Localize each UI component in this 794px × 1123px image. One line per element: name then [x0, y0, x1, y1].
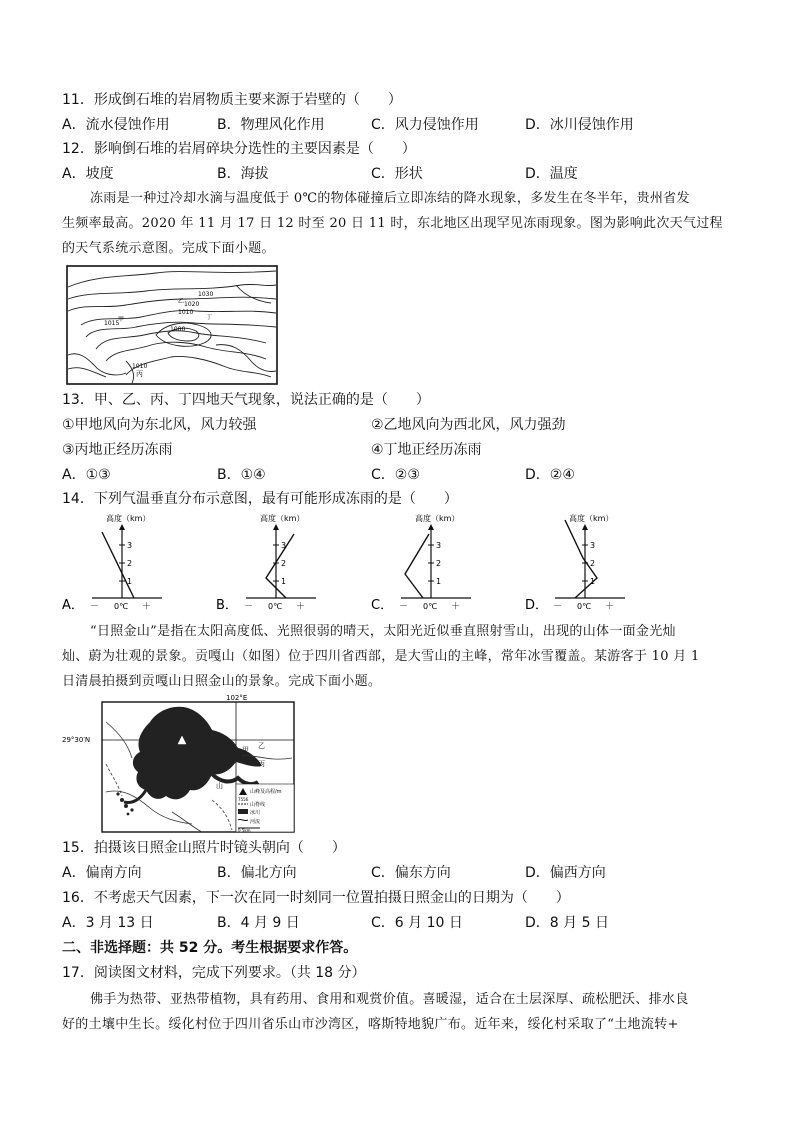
tick-3: 3: [590, 541, 596, 550]
lat-label: 29°30′N: [62, 736, 91, 744]
gongga-map-figure: [62, 692, 296, 834]
q14-diagram-d: [525, 510, 635, 614]
q14-diagram-c: [371, 510, 481, 614]
q11-option-a: A．流水侵蚀作用: [62, 117, 170, 133]
place-bing: 丙: [136, 370, 143, 378]
plus-sign: ＋: [451, 602, 461, 612]
place-yi: 乙: [258, 742, 265, 750]
axis-title: 高度（km）: [569, 514, 614, 523]
isobar-label-1000: 1000: [170, 326, 186, 333]
plus-sign: ＋: [142, 602, 152, 612]
q13-statement-1: ①甲地风向为东北风，风力较强: [62, 417, 257, 433]
passage1-line2: 生频率最高。2020 年 11 月 17 日 12 时至 20 日 11 时，东北地区出现罕见冻雨现象。图为影响此次天气过程: [62, 216, 723, 231]
place-shan: 山: [216, 782, 223, 790]
q12-option-a: A．坡度: [62, 166, 114, 182]
q15-option-b: B．偏北方向: [217, 865, 297, 881]
q12-stem: 12．影响倒石堆的岩屑碎块分选性的主要因素是（ ）: [62, 141, 416, 157]
place-jia: 甲: [118, 316, 125, 323]
legend-peak: 山峰及高程/m: [250, 789, 282, 795]
axis-title: 高度（km）: [106, 514, 151, 523]
place-bing: 丙: [258, 760, 265, 768]
legend-glacier: 冰川: [250, 810, 261, 816]
tick-1: 1: [281, 577, 287, 586]
q13-stem: 13．甲、乙、丙、丁四地天气现象，说法正确的是（ ）: [62, 392, 430, 408]
passage2-line1: “日照金山”是指在太阳高度低、光照很弱的晴天，太阳光近似垂直照射雪山，出现的山体一面金光灿: [90, 624, 676, 639]
tick-3: 3: [436, 541, 442, 550]
q16-option-d: D．8 月 5 日: [525, 915, 609, 931]
tick-2: 2: [127, 559, 133, 568]
q13-statement-4: ④丁地正经历冻雨: [371, 442, 482, 458]
passage1-line3: 的天气系统示意图。完成下面小题。: [62, 241, 275, 256]
q13-option-d: D．②④: [525, 467, 575, 483]
scale-label: 0 5km: [238, 828, 251, 833]
zero-label: 0℃: [577, 602, 592, 611]
q14-diagram-b: [216, 510, 326, 614]
place-jia: 甲: [242, 746, 249, 754]
option-letter: C．: [371, 598, 394, 613]
passage1-line1: 冻雨是一种过冷却水滴与温度低于 0℃的物体碰撞后立即冻结的降水现象，多发生在冬半年，贵州省发: [90, 191, 690, 206]
tick-1: 1: [590, 577, 596, 586]
option-letter: A．: [62, 598, 84, 613]
place-yi: 乙: [178, 298, 185, 305]
q12-option-c: C．形状: [371, 166, 423, 182]
tick-2: 2: [436, 559, 442, 568]
q15-option-a: A．偏南方向: [62, 865, 142, 881]
zero-label: 0℃: [268, 602, 283, 611]
q12-option-b: B．海拔: [217, 166, 269, 182]
q17-passage-line1: 佛手为热带、亚热带植物，具有药用、食用和观赏价值。喜暖湿，适合在土层深厚、疏松肥沃、排水良: [90, 992, 689, 1007]
place-ding: 丁: [206, 314, 213, 321]
isobar-map-figure: [66, 265, 278, 385]
passage2-line2: 灿、蔚为壮观的景象。贡嘎山（如图）位于四川省西部，是大雪山的主峰，常年冰雪覆盖。某游客于 10 月 1: [62, 649, 700, 664]
q15-option-d: D．偏西方向: [525, 865, 606, 881]
q13-option-c: C．②③: [371, 467, 420, 483]
minus-sign: －: [244, 602, 254, 612]
q11-stem: 11．形成倒石堆的岩屑物质主要来源于岩壁的（ ）: [62, 92, 402, 108]
q11-option-c: C．风力侵蚀作用: [371, 117, 479, 133]
q17-passage-line2: 好的土壤中生长。绥化村位于四川省乐山市沙湾区，喀斯特地貌广布。近年来，绥化村采取了“土地流转+: [62, 1017, 679, 1032]
tick-3: 3: [127, 541, 133, 550]
q11-option-d: D．冰川侵蚀作用: [525, 117, 634, 133]
isobar-label-1015: 1015: [104, 320, 120, 327]
tick-2: 2: [281, 559, 287, 568]
plus-sign: ＋: [296, 602, 306, 612]
axis-title: 高度（km）: [260, 514, 305, 523]
minus-sign: －: [553, 602, 563, 612]
tick-2: 2: [590, 559, 596, 568]
q15-option-c: C．偏东方向: [371, 865, 451, 881]
q13-statement-2: ②乙地风向为西北风，风力强劲: [371, 417, 566, 433]
legend-river: 河流: [250, 819, 261, 825]
q11-option-b: B．物理风化作用: [217, 117, 325, 133]
minus-sign: －: [90, 602, 100, 612]
tick-1: 1: [127, 577, 133, 586]
q16-option-b: B．4 月 9 日: [217, 915, 300, 931]
isobar-label-1010-south: 1010: [132, 363, 148, 370]
q13-option-a: A．①③: [62, 467, 111, 483]
passage2-line3: 日清晨拍摄到贡嘎山日照金山的景象。完成下面小题。: [62, 674, 382, 689]
q16-option-c: C．6 月 10 日: [371, 915, 463, 931]
section-heading: 二、非选择题：共 52 分。考生根据要求作答。: [62, 940, 358, 956]
isobar-label-1010: 1010: [178, 309, 194, 316]
q16-stem: 16．不考虑天气因素，下一次在同一时刻同一位置拍摄日照金山的日期为（ ）: [62, 890, 570, 906]
q15-stem: 15．拍摄该日照金山照片时镜头朝向（ ）: [62, 840, 346, 856]
tick-3: 3: [281, 541, 287, 550]
legend-peak-elev: 7556: [238, 797, 249, 802]
plus-sign: ＋: [605, 602, 615, 612]
q14-diagram-a: [62, 510, 172, 614]
zero-label: 0℃: [423, 602, 438, 611]
option-letter: D．: [525, 598, 549, 613]
isobar-label-1030: 1030: [198, 291, 214, 298]
q13-statement-3: ③丙地正经历冻雨: [62, 442, 173, 458]
q13-option-b: B．①④: [217, 467, 266, 483]
legend-ridge: 山脊线: [250, 802, 266, 808]
lon-label: 102°E: [226, 694, 248, 702]
tick-1: 1: [436, 577, 442, 586]
q17-stem: 17．阅读图文材料，完成下列要求。（共 18 分）: [62, 965, 366, 981]
axis-title: 高度（km）: [415, 514, 460, 523]
q12-option-d: D．温度: [525, 166, 578, 182]
q16-option-a: A．3 月 13 日: [62, 915, 154, 931]
zero-label: 0℃: [114, 602, 129, 611]
minus-sign: －: [399, 602, 409, 612]
option-letter: B．: [216, 598, 238, 613]
isobar-label-1020: 1020: [184, 301, 200, 308]
q14-stem: 14．下列气温垂直分布示意图，最有可能形成冻雨的是（ ）: [62, 491, 458, 507]
